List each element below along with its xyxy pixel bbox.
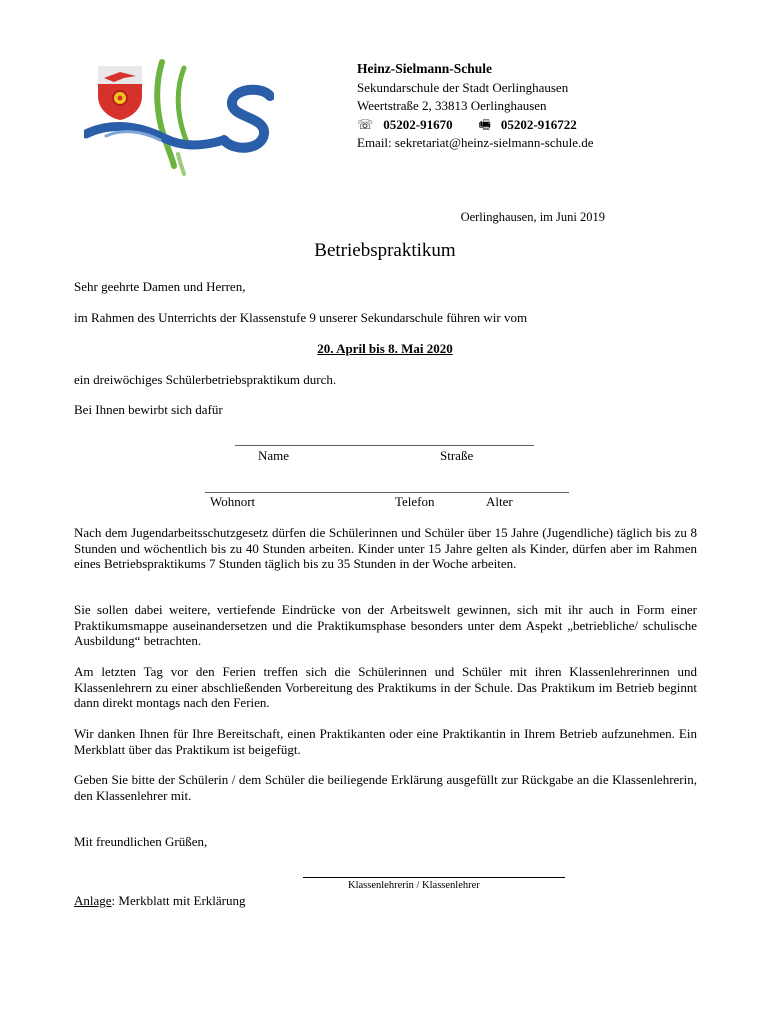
logo-swoosh-green bbox=[157, 62, 174, 166]
school-header bbox=[357, 60, 594, 153]
school-logo bbox=[84, 58, 274, 178]
period-dates: 20. April bis 8. Mai 2020 bbox=[317, 341, 453, 356]
school-address: Weertstraße 2, 33813 Oerlinghausen bbox=[357, 98, 547, 113]
paragraph-goals: Sie sollen dabei weitere, vertiefende Eindrücke von der Arbeitswelt gewinnen, sich mit ihr auch in Form einer Praktikumsmappe auseinandersetzen und die Praktikumsphase besonders unter dem Aspekt „betriebliche/ schulische Ausbildung“ betrachten. bbox=[74, 602, 697, 648]
fax-number: 05202-916722 bbox=[500, 116, 577, 132]
school-name: Heinz-Sielmann-Schule bbox=[357, 61, 493, 76]
intro-end-text: ein dreiwöchiges Schülerbetriebspraktikum durch. bbox=[74, 372, 337, 387]
contact-numbers bbox=[357, 116, 594, 135]
attachment-label: Anlage bbox=[74, 893, 112, 908]
closing: Mit freundlichen Grüßen, bbox=[74, 834, 208, 849]
phone-icon: ☏ bbox=[357, 116, 374, 132]
phone-number: 05202-91670 bbox=[383, 116, 453, 132]
school-subtitle: Sekundarschule der Stadt Oerlinghausen bbox=[357, 79, 569, 95]
paragraph-preparation: Am letzten Tag vor den Ferien treffen sich die Schülerinnen und Schüler mit ihren Klassenlehrerinnen und Klassenlehrern zu einer abschließenden Vorbereitung des Praktikums in der Schule. Das Praktikum im Betrieb beginnt dann direkt montags nach den Ferien. bbox=[74, 664, 697, 710]
intro-text: im Rahmen des Unterrichts der Klassenstufe 9 unserer Sekundarschule führen wir vom bbox=[74, 310, 528, 325]
signature-label: Klassenlehrerin / Klassenlehrer bbox=[348, 880, 480, 891]
date-line: Oerlinghausen, im Juni 2019 bbox=[460, 210, 605, 224]
attachment-text: : Merkblatt mit Erklärung bbox=[111, 893, 246, 908]
form-line-name-street: ______________________________________________ bbox=[235, 432, 534, 447]
school-email: Email: sekretariat@heinz-sielmann-schule.de bbox=[357, 135, 594, 150]
residence-label: Wohnort bbox=[210, 494, 256, 509]
street-label: Straße bbox=[440, 448, 474, 463]
paragraph-youth-protection: Nach dem Jugendarbeitsschutzgesetz dürfen die Schülerinnen und Schüler über 15 Jahre (Jugendliche) täglich bis zu 8 Stunden und wöchentlich bis zu 40 Stunden arbeiten. Kinder unter 15 Jahre gelten als Kinder, dürfen aber im Rahmen eines Betriebspraktikums 7 Stunden täglich bis zu 35 Stunden in der Woche arbeiten. bbox=[74, 525, 697, 571]
applies-text: Bei Ihnen bewirbt sich dafür bbox=[74, 402, 223, 417]
salutation: Sehr geehrte Damen und Herren, bbox=[74, 279, 246, 294]
form-line-residence-phone-age: ________________________________________________________ bbox=[205, 479, 569, 494]
age-label: Alter bbox=[486, 494, 513, 509]
page-title: Betriebspraktikum bbox=[314, 240, 456, 261]
paragraph-thanks: Wir danken Ihnen für Ihre Bereitschaft, einen Praktikanten oder eine Praktikantin in Ihrem Betrieb aufzunehmen. Ein Merkblatt über das Praktikum ist beigefügt. bbox=[74, 726, 697, 757]
fax-icon: 🖷 bbox=[478, 116, 491, 132]
attachment-line bbox=[74, 893, 697, 909]
name-label: Name bbox=[258, 448, 290, 463]
phone-label: Telefon bbox=[395, 494, 435, 509]
paragraph-declaration: Geben Sie bitte der Schülerin / dem Schüler die beiliegende Erklärung ausgefüllt zur Rückgabe an die Klassenlehrerin, den Klassenlehrer mit. bbox=[74, 772, 697, 803]
logo-s-blue bbox=[224, 90, 270, 148]
signature-line bbox=[303, 877, 565, 878]
